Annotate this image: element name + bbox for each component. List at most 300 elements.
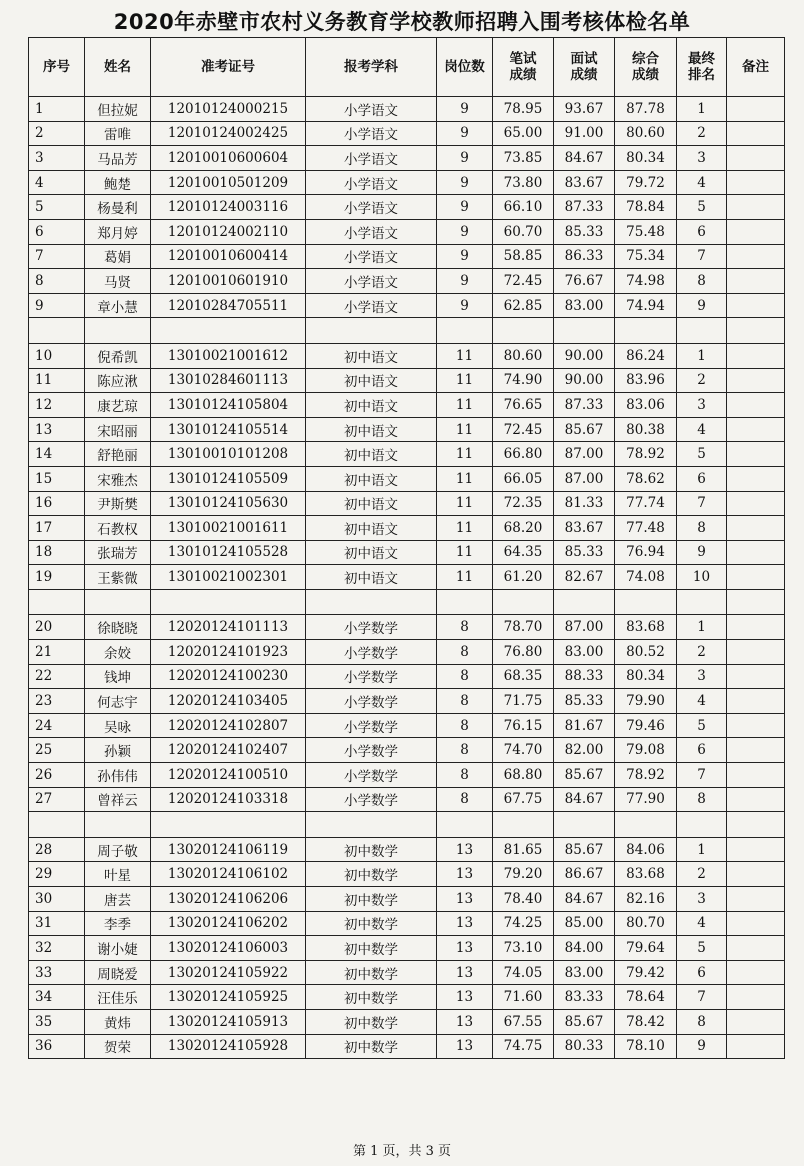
cell-name: 倪希凯 — [85, 343, 151, 368]
cell-subject: 小学数学 — [306, 763, 437, 788]
cell-total: 74.08 — [615, 565, 677, 590]
cell-total: 78.42 — [615, 1009, 677, 1034]
cell-total: 83.06 — [615, 393, 677, 418]
cell-seq: 21 — [29, 640, 85, 665]
cell-interview: 87.00 — [554, 615, 615, 640]
cell-seq: 19 — [29, 565, 85, 590]
cell-written: 72.45 — [493, 417, 554, 442]
empty-cell — [437, 812, 493, 838]
cell-name: 张瑞芳 — [85, 540, 151, 565]
cell-name: 周子敬 — [85, 837, 151, 862]
cell-remark — [727, 763, 785, 788]
cell-rank: 5 — [677, 936, 727, 961]
cell-interview: 84.67 — [554, 887, 615, 912]
table-row — [29, 219, 785, 244]
cell-positions: 13 — [437, 960, 493, 985]
header-rank-line1: 最终 — [688, 51, 715, 67]
cell-name: 徐晓晓 — [85, 615, 151, 640]
table-row — [29, 738, 785, 763]
cell-written: 72.35 — [493, 491, 554, 516]
header-written-line2: 成绩 — [509, 67, 537, 83]
empty-cell — [437, 318, 493, 344]
cell-exam-no: 12010124002110 — [151, 219, 306, 244]
cell-written: 74.75 — [493, 1034, 554, 1059]
cell-interview: 87.33 — [554, 195, 615, 220]
empty-cell — [306, 318, 437, 344]
cell-remark — [727, 1034, 785, 1059]
header-name: 姓名 — [85, 38, 151, 97]
cell-seq: 13 — [29, 417, 85, 442]
cell-rank: 2 — [677, 640, 727, 665]
header-remark: 备注 — [727, 38, 785, 97]
cell-interview: 83.67 — [554, 170, 615, 195]
cell-seq: 26 — [29, 763, 85, 788]
cell-subject: 初中语文 — [306, 368, 437, 393]
cell-name: 康艺琼 — [85, 393, 151, 418]
cell-exam-no: 13020124106202 — [151, 911, 306, 936]
cell-written: 66.80 — [493, 442, 554, 467]
empty-cell — [85, 812, 151, 838]
cell-subject: 初中数学 — [306, 960, 437, 985]
cell-written: 73.10 — [493, 936, 554, 961]
cell-seq: 6 — [29, 219, 85, 244]
cell-subject: 初中语文 — [306, 516, 437, 541]
cell-interview: 83.00 — [554, 640, 615, 665]
cell-positions: 9 — [437, 269, 493, 294]
cell-positions: 8 — [437, 787, 493, 812]
empty-cell — [85, 318, 151, 344]
group-separator-row — [29, 812, 785, 838]
table-row — [29, 540, 785, 565]
table-row — [29, 442, 785, 467]
cell-interview: 85.33 — [554, 540, 615, 565]
cell-name: 陈应湫 — [85, 368, 151, 393]
cell-written: 79.20 — [493, 862, 554, 887]
cell-exam-no: 12010010501209 — [151, 170, 306, 195]
cell-subject: 小学数学 — [306, 689, 437, 714]
cell-subject: 初中数学 — [306, 985, 437, 1010]
cell-total: 79.90 — [615, 689, 677, 714]
cell-subject: 小学语文 — [306, 97, 437, 122]
cell-seq: 31 — [29, 911, 85, 936]
cell-positions: 13 — [437, 936, 493, 961]
cell-remark — [727, 417, 785, 442]
cell-written: 60.70 — [493, 219, 554, 244]
cell-exam-no: 13010021002301 — [151, 565, 306, 590]
cell-remark — [727, 738, 785, 763]
cell-name: 汪佳乐 — [85, 985, 151, 1010]
cell-remark — [727, 393, 785, 418]
cell-remark — [727, 640, 785, 665]
cell-positions: 8 — [437, 763, 493, 788]
cell-positions: 9 — [437, 244, 493, 269]
cell-positions: 11 — [437, 540, 493, 565]
header-rank-line2: 排名 — [688, 67, 715, 83]
cell-positions: 9 — [437, 195, 493, 220]
cell-seq: 25 — [29, 738, 85, 763]
cell-total: 86.24 — [615, 343, 677, 368]
empty-cell — [29, 812, 85, 838]
cell-exam-no: 13010021001612 — [151, 343, 306, 368]
cell-written: 73.85 — [493, 146, 554, 171]
cell-name: 何志宇 — [85, 689, 151, 714]
cell-remark — [727, 936, 785, 961]
cell-written: 76.15 — [493, 713, 554, 738]
cell-name: 葛娟 — [85, 244, 151, 269]
table-row — [29, 417, 785, 442]
cell-rank: 7 — [677, 244, 727, 269]
cell-total: 75.48 — [615, 219, 677, 244]
empty-cell — [677, 318, 727, 344]
cell-rank: 5 — [677, 442, 727, 467]
header-subject: 报考学科 — [306, 38, 437, 97]
cell-total: 78.64 — [615, 985, 677, 1010]
cell-subject: 初中语文 — [306, 417, 437, 442]
cell-positions: 13 — [437, 985, 493, 1010]
header-total — [615, 38, 677, 97]
cell-interview: 84.00 — [554, 936, 615, 961]
page-footer: 第 1 页，共 3 页 — [352, 1144, 452, 1159]
cell-subject: 小学语文 — [306, 269, 437, 294]
cell-interview: 83.00 — [554, 960, 615, 985]
cell-interview: 83.00 — [554, 293, 615, 318]
cell-remark — [727, 491, 785, 516]
cell-seq: 3 — [29, 146, 85, 171]
candidate-table — [28, 37, 785, 1059]
empty-cell — [677, 812, 727, 838]
cell-total: 79.72 — [615, 170, 677, 195]
cell-written: 74.70 — [493, 738, 554, 763]
cell-name: 王紫微 — [85, 565, 151, 590]
cell-seq: 4 — [29, 170, 85, 195]
empty-cell — [615, 589, 677, 615]
cell-rank: 8 — [677, 787, 727, 812]
cell-interview: 81.67 — [554, 713, 615, 738]
cell-interview: 85.33 — [554, 689, 615, 714]
cell-positions: 9 — [437, 293, 493, 318]
cell-exam-no: 13010010101208 — [151, 442, 306, 467]
cell-remark — [727, 368, 785, 393]
cell-rank: 4 — [677, 689, 727, 714]
cell-written: 66.05 — [493, 466, 554, 491]
cell-exam-no: 12020124101923 — [151, 640, 306, 665]
cell-subject: 初中数学 — [306, 911, 437, 936]
cell-rank: 8 — [677, 1009, 727, 1034]
cell-written: 74.25 — [493, 911, 554, 936]
cell-total: 80.70 — [615, 911, 677, 936]
cell-subject: 初中语文 — [306, 466, 437, 491]
cell-subject: 初中数学 — [306, 1009, 437, 1034]
cell-rank: 5 — [677, 713, 727, 738]
cell-subject: 初中语文 — [306, 491, 437, 516]
cell-written: 61.20 — [493, 565, 554, 590]
cell-seq: 34 — [29, 985, 85, 1010]
cell-name: 钱坤 — [85, 664, 151, 689]
cell-rank: 6 — [677, 738, 727, 763]
cell-written: 71.75 — [493, 689, 554, 714]
cell-positions: 13 — [437, 1009, 493, 1034]
cell-subject: 小学数学 — [306, 640, 437, 665]
cell-remark — [727, 615, 785, 640]
cell-seq: 8 — [29, 269, 85, 294]
table-row — [29, 763, 785, 788]
cell-seq: 9 — [29, 293, 85, 318]
empty-cell — [493, 589, 554, 615]
cell-name: 谢小婕 — [85, 936, 151, 961]
cell-name: 雷唯 — [85, 121, 151, 146]
cell-remark — [727, 713, 785, 738]
cell-positions: 13 — [437, 862, 493, 887]
cell-total: 77.48 — [615, 516, 677, 541]
cell-seq: 27 — [29, 787, 85, 812]
cell-rank: 7 — [677, 763, 727, 788]
cell-exam-no: 12020124100230 — [151, 664, 306, 689]
cell-seq: 29 — [29, 862, 85, 887]
cell-subject: 小学语文 — [306, 121, 437, 146]
cell-total: 79.46 — [615, 713, 677, 738]
cell-rank: 2 — [677, 121, 727, 146]
cell-interview: 86.67 — [554, 862, 615, 887]
cell-subject: 小学数学 — [306, 713, 437, 738]
empty-cell — [493, 318, 554, 344]
cell-subject: 小学语文 — [306, 146, 437, 171]
header-written — [493, 38, 554, 97]
cell-exam-no: 12010284705511 — [151, 293, 306, 318]
cell-written: 67.55 — [493, 1009, 554, 1034]
empty-cell — [727, 318, 785, 344]
table-row — [29, 713, 785, 738]
header-total-line1: 综合 — [632, 51, 659, 67]
cell-positions: 11 — [437, 368, 493, 393]
table-body — [29, 97, 785, 1059]
cell-remark — [727, 97, 785, 122]
cell-name: 石教权 — [85, 516, 151, 541]
cell-exam-no: 12020124101113 — [151, 615, 306, 640]
cell-seq: 14 — [29, 442, 85, 467]
cell-rank: 1 — [677, 343, 727, 368]
cell-subject: 小学语文 — [306, 244, 437, 269]
table-row — [29, 1009, 785, 1034]
cell-exam-no: 13010124105509 — [151, 466, 306, 491]
empty-cell — [306, 812, 437, 838]
cell-name: 杨曼利 — [85, 195, 151, 220]
cell-rank: 3 — [677, 664, 727, 689]
cell-remark — [727, 244, 785, 269]
empty-cell — [151, 589, 306, 615]
cell-seq: 15 — [29, 466, 85, 491]
cell-interview: 85.67 — [554, 837, 615, 862]
cell-written: 64.35 — [493, 540, 554, 565]
empty-cell — [151, 812, 306, 838]
cell-total: 74.94 — [615, 293, 677, 318]
cell-remark — [727, 170, 785, 195]
table-row — [29, 466, 785, 491]
table-row — [29, 1034, 785, 1059]
cell-positions: 13 — [437, 911, 493, 936]
cell-subject: 小学语文 — [306, 195, 437, 220]
cell-interview: 91.00 — [554, 121, 615, 146]
cell-seq: 23 — [29, 689, 85, 714]
cell-exam-no: 12010124000215 — [151, 97, 306, 122]
cell-rank: 8 — [677, 516, 727, 541]
cell-total: 80.34 — [615, 146, 677, 171]
table-row — [29, 516, 785, 541]
header-interview-line2: 成绩 — [570, 67, 598, 83]
cell-written: 74.90 — [493, 368, 554, 393]
cell-seq: 2 — [29, 121, 85, 146]
cell-remark — [727, 689, 785, 714]
cell-total: 80.60 — [615, 121, 677, 146]
cell-exam-no: 12020124102407 — [151, 738, 306, 763]
cell-subject: 初中数学 — [306, 837, 437, 862]
header-interview — [554, 38, 615, 97]
cell-written: 74.05 — [493, 960, 554, 985]
table-row — [29, 565, 785, 590]
cell-exam-no: 12020124103318 — [151, 787, 306, 812]
table-row — [29, 491, 785, 516]
cell-rank: 5 — [677, 195, 727, 220]
cell-name: 舒艳丽 — [85, 442, 151, 467]
cell-subject: 小学语文 — [306, 293, 437, 318]
table-row — [29, 615, 785, 640]
cell-exam-no: 12010010600414 — [151, 244, 306, 269]
cell-remark — [727, 466, 785, 491]
empty-cell — [615, 318, 677, 344]
cell-written: 68.20 — [493, 516, 554, 541]
cell-name: 章小慧 — [85, 293, 151, 318]
cell-interview: 90.00 — [554, 343, 615, 368]
cell-remark — [727, 195, 785, 220]
cell-name: 马品芳 — [85, 146, 151, 171]
cell-positions: 9 — [437, 219, 493, 244]
cell-total: 75.34 — [615, 244, 677, 269]
empty-cell — [306, 589, 437, 615]
cell-positions: 11 — [437, 417, 493, 442]
cell-exam-no: 12010124003116 — [151, 195, 306, 220]
cell-total: 87.78 — [615, 97, 677, 122]
cell-rank: 4 — [677, 170, 727, 195]
table-row — [29, 269, 785, 294]
cell-seq: 33 — [29, 960, 85, 985]
cell-remark — [727, 540, 785, 565]
table-row — [29, 343, 785, 368]
cell-total: 83.68 — [615, 862, 677, 887]
cell-name: 但拉妮 — [85, 97, 151, 122]
cell-total: 78.10 — [615, 1034, 677, 1059]
cell-total: 79.08 — [615, 738, 677, 763]
cell-written: 71.60 — [493, 985, 554, 1010]
cell-remark — [727, 269, 785, 294]
group-separator-row — [29, 318, 785, 344]
cell-name: 吴咏 — [85, 713, 151, 738]
empty-cell — [554, 812, 615, 838]
cell-positions: 9 — [437, 121, 493, 146]
cell-name: 尹斯樊 — [85, 491, 151, 516]
cell-exam-no: 13010124105528 — [151, 540, 306, 565]
cell-name: 孙伟伟 — [85, 763, 151, 788]
cell-rank: 1 — [677, 837, 727, 862]
cell-exam-no: 13020124106119 — [151, 837, 306, 862]
cell-total: 80.38 — [615, 417, 677, 442]
cell-exam-no: 13020124105913 — [151, 1009, 306, 1034]
cell-exam-no: 13010284601113 — [151, 368, 306, 393]
table-row — [29, 393, 785, 418]
cell-remark — [727, 293, 785, 318]
cell-interview: 84.67 — [554, 146, 615, 171]
cell-positions: 11 — [437, 491, 493, 516]
cell-rank: 9 — [677, 293, 727, 318]
cell-interview: 87.00 — [554, 466, 615, 491]
cell-rank: 3 — [677, 887, 727, 912]
cell-positions: 9 — [437, 146, 493, 171]
cell-subject: 小学数学 — [306, 787, 437, 812]
cell-exam-no: 13010124105514 — [151, 417, 306, 442]
cell-positions: 11 — [437, 393, 493, 418]
cell-exam-no: 13020124105922 — [151, 960, 306, 985]
cell-exam-no: 13020124106206 — [151, 887, 306, 912]
cell-positions: 9 — [437, 97, 493, 122]
cell-written: 73.80 — [493, 170, 554, 195]
table-row — [29, 664, 785, 689]
header-exam-no: 准考证号 — [151, 38, 306, 97]
cell-interview: 82.67 — [554, 565, 615, 590]
table-row — [29, 244, 785, 269]
table-row — [29, 911, 785, 936]
cell-name: 孙颖 — [85, 738, 151, 763]
cell-interview: 83.67 — [554, 516, 615, 541]
cell-rank: 1 — [677, 615, 727, 640]
cell-remark — [727, 565, 785, 590]
table-row — [29, 862, 785, 887]
cell-name: 余姣 — [85, 640, 151, 665]
cell-name: 宋昭丽 — [85, 417, 151, 442]
cell-remark — [727, 837, 785, 862]
cell-seq: 5 — [29, 195, 85, 220]
cell-seq: 12 — [29, 393, 85, 418]
cell-exam-no: 12010010601910 — [151, 269, 306, 294]
cell-total: 80.34 — [615, 664, 677, 689]
cell-positions: 8 — [437, 713, 493, 738]
cell-interview: 85.67 — [554, 417, 615, 442]
cell-seq: 20 — [29, 615, 85, 640]
cell-positions: 11 — [437, 466, 493, 491]
cell-written: 58.85 — [493, 244, 554, 269]
cell-name: 郑月婷 — [85, 219, 151, 244]
cell-seq: 1 — [29, 97, 85, 122]
table-row — [29, 368, 785, 393]
cell-total: 83.68 — [615, 615, 677, 640]
cell-subject: 初中数学 — [306, 1034, 437, 1059]
table-row — [29, 293, 785, 318]
cell-name: 唐芸 — [85, 887, 151, 912]
cell-name: 叶星 — [85, 862, 151, 887]
cell-rank: 6 — [677, 466, 727, 491]
cell-positions: 11 — [437, 442, 493, 467]
table-row — [29, 97, 785, 122]
cell-written: 76.65 — [493, 393, 554, 418]
cell-exam-no: 12010010600604 — [151, 146, 306, 171]
empty-cell — [151, 318, 306, 344]
cell-rank: 1 — [677, 97, 727, 122]
cell-remark — [727, 664, 785, 689]
cell-rank: 7 — [677, 985, 727, 1010]
cell-total: 74.98 — [615, 269, 677, 294]
cell-remark — [727, 787, 785, 812]
cell-interview: 86.33 — [554, 244, 615, 269]
cell-remark — [727, 862, 785, 887]
cell-interview: 88.33 — [554, 664, 615, 689]
header-rank — [677, 38, 727, 97]
